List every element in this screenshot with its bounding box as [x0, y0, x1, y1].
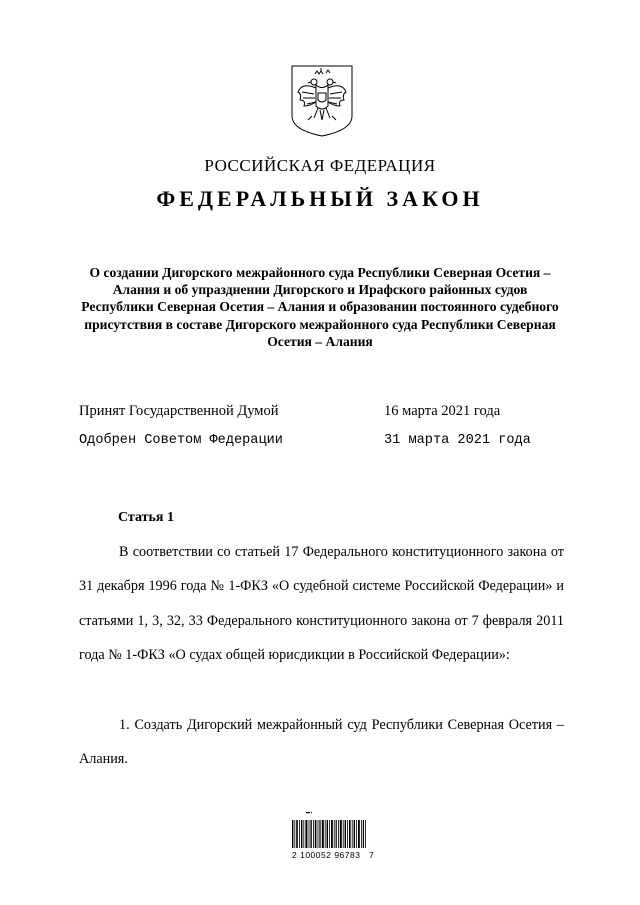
article-intro-paragraph: В соответствии со статьей 17 Федерального конституционного закона от 31 декабря 1996 года № 1-ФКЗ «О судебной системе Российской Федерации» и статьями 1, 3, 32, 33 Федерального конституционного закона от 7 февраля 2011 года № 1-ФКЗ «О судах общей юрисдикции в Российской Федерации»: [79, 544, 564, 664]
barcode-number: 2 100052 96783 7 [292, 850, 375, 860]
duma-label: Принят Государственной Думой [79, 403, 279, 419]
coat-of-arms-icon [290, 64, 354, 138]
law-subject: О создании Дигорского межрайонного суда Республики Северная Осетия – Алания и об упразднении Дигорского и Ирафского районных судов Республики Северная Осетия – Алания и образовании постоянного судебного присутствия в составе Дигорского межрайонного суда Республики Северная Осетия – Алания [81, 265, 559, 349]
council-date: 31 марта 2021 года [384, 433, 531, 448]
article-item-1: 1. Создать Дигорский межрайонный суд Республики Северная Осетия – Алания. [79, 717, 564, 768]
duma-date: 16 марта 2021 года [384, 403, 501, 419]
country-title: РОССИЙСКАЯ ФЕДЕРАЦИЯ [204, 156, 436, 175]
council-label: Одобрен Советом Федерации [79, 433, 283, 448]
article-title: Статья 1 [118, 510, 174, 525]
law-type-title: ФЕДЕРАЛЬНЫЙ ЗАКОН [156, 186, 484, 211]
